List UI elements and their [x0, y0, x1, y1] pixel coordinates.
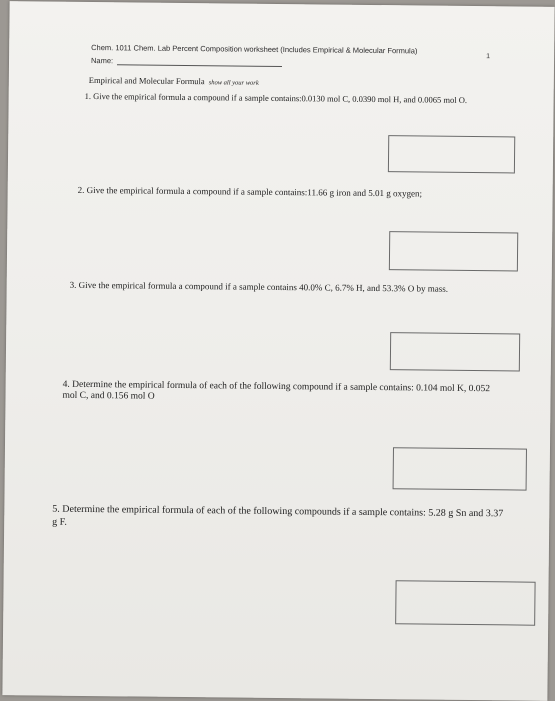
name-blank-line [117, 64, 282, 67]
question-2: 2. Give the empirical formula a compound if a sample contains:11.66 g iron and 5.01 g oxygen; [77, 184, 423, 199]
name-label: Name: [90, 56, 114, 66]
question-3: 3. Give the empirical formula a compound if a sample contains 40.0% C, 6.7% H, and 53.3% O by mass. [69, 279, 449, 294]
section-hint: show all your work [208, 79, 259, 87]
page-number: 1 [486, 53, 491, 61]
section-title [89, 75, 259, 87]
worksheet-page [2, 1, 554, 701]
question-1: 1. Give the empirical formula a compound if a sample contains:0.0130 mol C, 0.0390 mol H, and 0.0065 mol O. [84, 90, 468, 105]
worksheet-title: Chem. 1011 Chem. Lab Percent Composition worksheet (Includes Empirical & Molecular Formula) [91, 43, 418, 56]
answer-box-5[interactable] [395, 580, 535, 625]
section-title-text: Empirical and Molecular Formula [88, 74, 205, 87]
question-4: 4. Determine the empirical formula of each of the following compound if a sample contains: 0.104 mol K, 0.052 mol C, and 0.156 mol O [62, 379, 491, 402]
question-5: 5. Determine the empirical formula of each of the following compounds if a sample contains: 5.28 g Sn and 3.37 g F. [52, 503, 504, 528]
answer-box-3[interactable] [390, 332, 520, 371]
answer-box-2[interactable] [389, 231, 518, 271]
answer-box-1[interactable] [388, 135, 515, 173]
answer-box-4[interactable] [393, 447, 527, 490]
